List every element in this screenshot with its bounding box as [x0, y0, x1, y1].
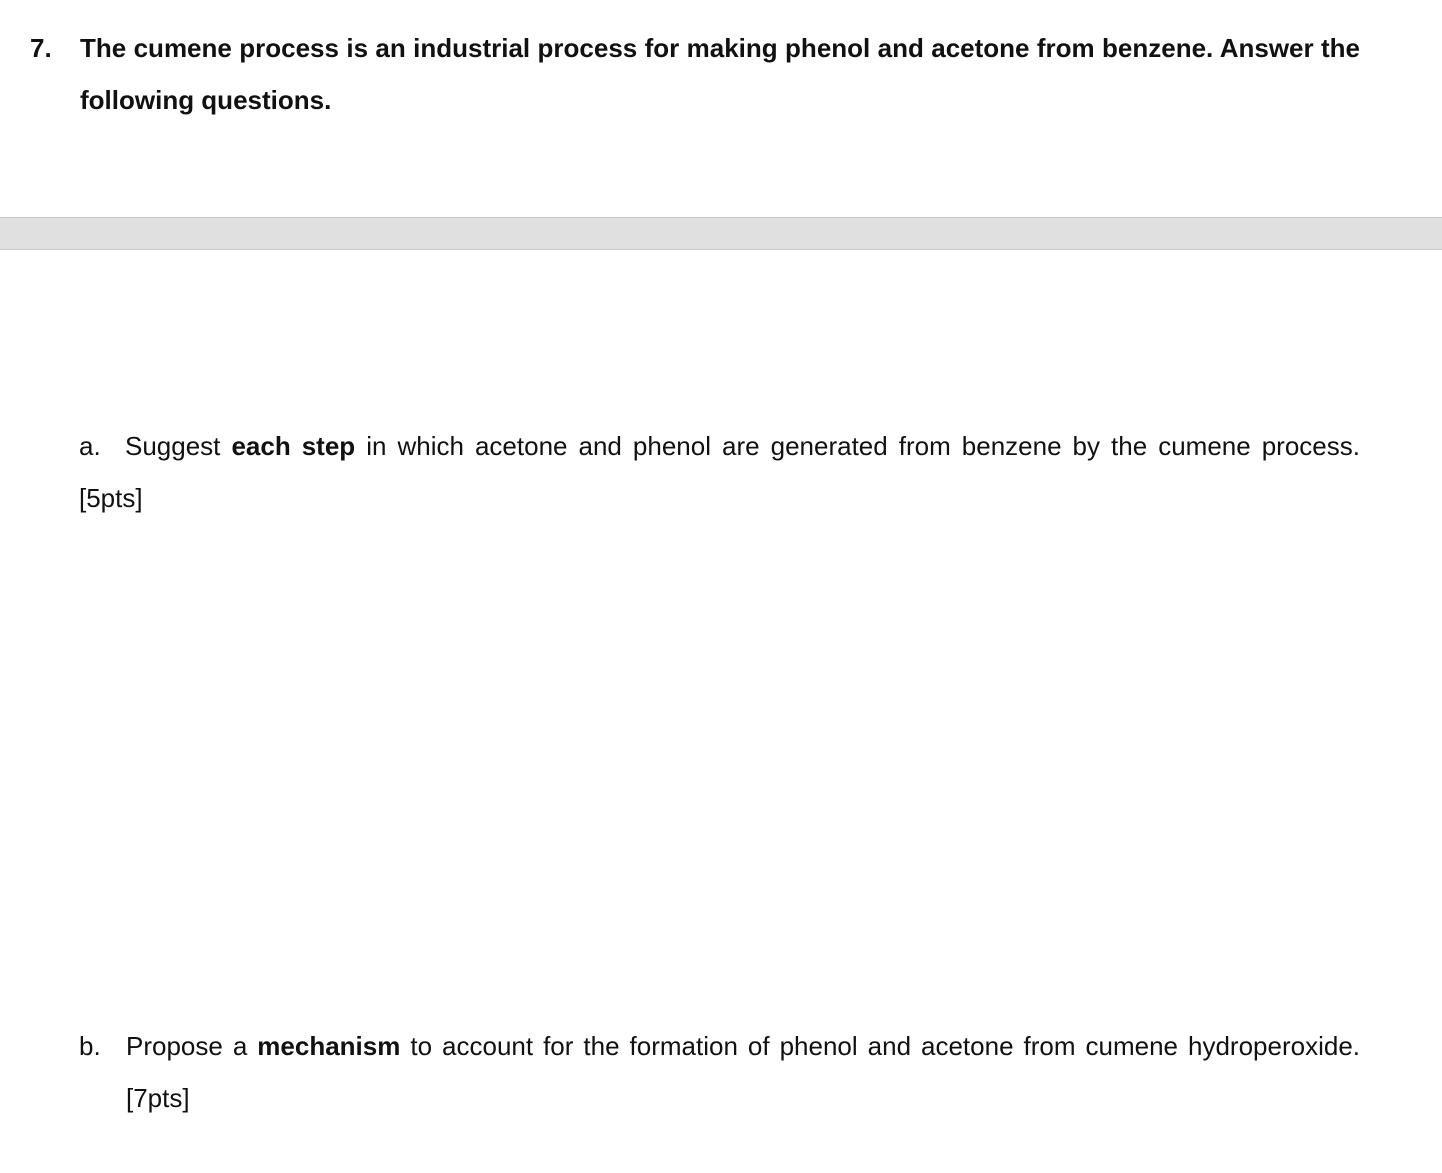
part-a-text: [79, 420, 1360, 524]
part-b-label: b.: [79, 1031, 101, 1061]
part-b-text: [126, 1020, 1360, 1124]
part-b-emphasis: mechanism: [257, 1031, 401, 1061]
part-b-text-before: Propose a: [126, 1031, 258, 1061]
part-a-text-before: Suggest: [125, 431, 232, 461]
part-b: [79, 1020, 1360, 1124]
page-break-divider: [0, 217, 1442, 250]
part-a-label: a.: [79, 431, 101, 461]
part-a-text-after: in which acetone and phenol are generated from benzene by the cumene process. [5pts]: [79, 431, 1360, 513]
part-b-text-after: to account for the formation of phenol and acetone from cumene hydroperoxide. [7pts]: [126, 1031, 1360, 1113]
question-text: The cumene process is an industrial process for making phenol and acetone from benzene. Answer the following questions.: [80, 33, 1360, 115]
question-number: 7.: [30, 33, 52, 63]
part-a: [79, 420, 1360, 524]
part-a-emphasis: each step: [231, 431, 356, 461]
